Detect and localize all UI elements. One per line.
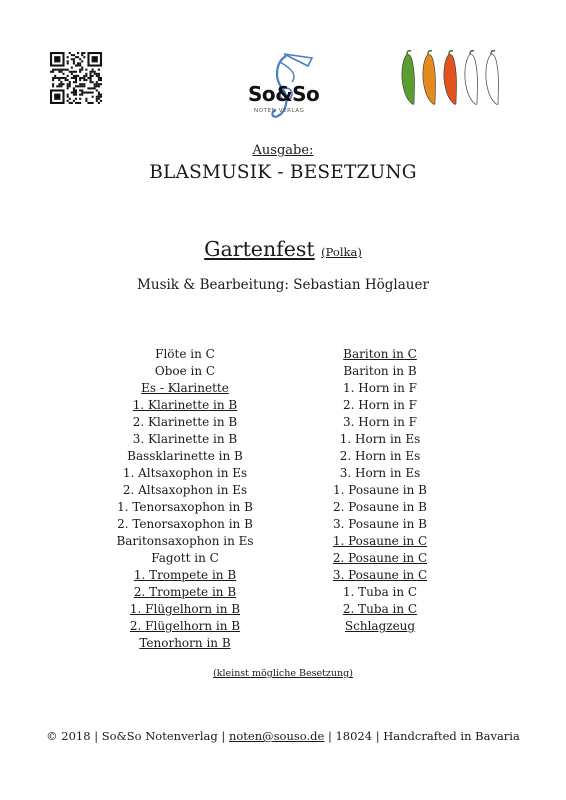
instrument-item: 1. Trompete in B (133, 568, 237, 582)
instrument-item: 1. Tenorsaxophon in B (117, 500, 253, 514)
instrument-item: 2. Posaune in C (332, 551, 428, 565)
minimum-instrumentation-note: (kleinst mögliche Besetzung) (213, 668, 353, 679)
instrument-item: 1. Tuba in C (342, 585, 418, 599)
instrument-list-right (270, 346, 490, 635)
qr-code-icon (50, 52, 102, 104)
chili-pepper-icon (402, 51, 415, 105)
footer-email-link[interactable]: noten@souso.de (228, 729, 325, 743)
instrument-item: 2. Klarinette in B (132, 415, 238, 429)
footer (0, 729, 566, 743)
instrument-item: 2. Tenorsaxophon in B (117, 517, 253, 531)
instrument-item: Bassklarinette in B (127, 449, 243, 463)
publisher-logo (246, 48, 318, 124)
instrument-item: Es - Klarinette (141, 381, 229, 395)
instrument-list-left (75, 346, 295, 652)
instrument-item: 2. Posaune in B (333, 500, 427, 514)
instrument-item: 2. Flügelhorn in B (129, 619, 241, 633)
instrument-item: Fagott in C (151, 551, 219, 565)
instrument-item: Oboe in C (154, 364, 216, 378)
instrument-item: 3. Posaune in C (332, 568, 428, 582)
footer-copyright: © 2018 | So&So Notenverlag | (46, 729, 229, 743)
instrument-item: Flöte in C (155, 347, 215, 361)
instrument-item: Schlagzeug (344, 619, 416, 633)
edition-label: Ausgabe: (252, 143, 314, 158)
instrument-item: 3. Klarinette in B (132, 432, 238, 446)
composer-credit: Musik & Bearbeitung: Sebastian Höglauer (137, 277, 429, 293)
instrument-item: 2. Altsaxophon in Es (122, 483, 248, 497)
instrument-item: 1. Altsaxophon in Es (122, 466, 248, 480)
instrument-item: Tenorhorn in B (139, 636, 231, 650)
logo-brand: So&So (248, 82, 320, 106)
footer-info: | 18024 | Handcrafted in Bavaria (324, 729, 520, 743)
instrument-item: 1. Posaune in B (333, 483, 427, 497)
piece-genre: (Polka) (321, 245, 362, 259)
instrument-item: 2. Trompete in B (133, 585, 237, 599)
instrument-item: 1. Flügelhorn in B (129, 602, 241, 616)
instrument-item: 2. Tuba in C (342, 602, 418, 616)
chili-pepper-icon (486, 51, 499, 105)
instrument-item: Bariton in B (343, 364, 417, 378)
chili-pepper-icon (423, 51, 436, 105)
instrument-item: 3. Horn in Es (339, 466, 421, 480)
difficulty-rating (396, 48, 506, 108)
instrument-item: Bariton in C (343, 347, 417, 361)
piece-title (0, 237, 566, 261)
instrument-item: Baritonsaxophon in Es (116, 534, 254, 548)
instrument-item: 1. Horn in F (343, 381, 417, 395)
instrument-item: 2. Horn in F (343, 398, 417, 412)
instrument-item: 3. Posaune in B (333, 517, 427, 531)
piece-title-text: Gartenfest (204, 237, 315, 261)
instrument-item: 2. Horn in Es (339, 449, 421, 463)
instrument-item: 1. Klarinette in B (132, 398, 238, 412)
logo-subtitle: NOTEN VERLAG (254, 108, 305, 114)
instrument-item: 1. Horn in Es (339, 432, 421, 446)
instrument-item: 3. Horn in F (343, 415, 417, 429)
instrument-item: 1. Posaune in C (332, 534, 428, 548)
chili-pepper-icon (444, 51, 457, 105)
edition-title: BLASMUSIK - BESETZUNG (149, 162, 417, 183)
chili-pepper-icon (465, 51, 478, 105)
